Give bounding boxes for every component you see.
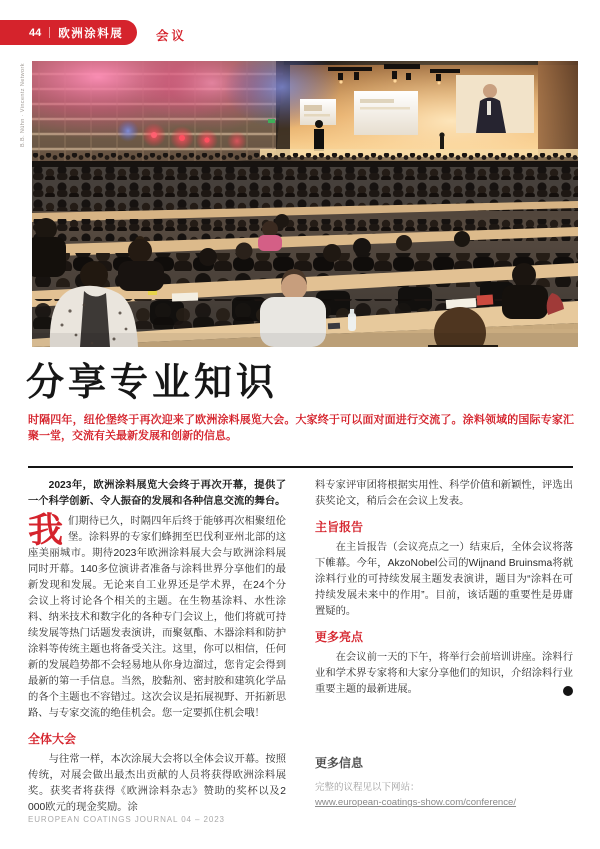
page-tab — [0, 20, 137, 45]
end-of-article-icon: ‹ — [563, 686, 573, 696]
keynote-paragraph: 在主旨报告（会议亮点之一）结束后，全体会议将落下帷幕。今年，AkzoNobel公司的Wijnand Bruinsma将就涂料行业的可持续发展主题发表演讲，题目为“涂料在可持续发展未来中的作用”。目前，该话题的重要性是毋庸置疑的。 — [315, 542, 573, 617]
photo-credit: B.B. Nühn · Vincentz Network — [20, 63, 26, 147]
page-number: 44 — [29, 26, 42, 39]
heading-plenary: 全体大会 — [28, 732, 77, 746]
plenary-paragraph-continued: 料专家评审团将根据实用性、科学价值和新颖性，评选出获奖论文，稍后会在会议上发表。 — [315, 480, 573, 507]
article-columns — [28, 478, 587, 813]
conference-photo — [32, 61, 578, 347]
section-label: 欧洲涂料展 — [58, 27, 124, 40]
opening-text: 们期待已久，时隔四年后终于能够再次相聚纽伦堡。涂料界的专家们蜂拥至巴伐利亚州北部的这座美丽城市。期待2023年欧洲涂料展大会与欧洲涂料展同时开幕。140多位演讲者准备与涂料世界分享他们的最新发现和发展。无论来自工业界还是学术界，在24个分会议上将讨论各个相关的主题。在生物基涂料、水性涂料、纳米技术和数字化的各种专门会议上，他们将就可持续发展等热门话题发表演讲，而聚氨酯、木器涂料和防护涂料等传统主题也将备受关注。这里，你可以相信，任何新的发展趋势都不会轻易地从你身边溜过，您肯定会得到最新的第一手信息。当然，胶黏剂、密封胶和建筑化学品的各个主题也不容错过。这次会议是拓展视野、开拓新思路、与专家交流的绝佳机会。您一定要抓住机会哦！ — [28, 516, 286, 719]
more-info-text: 完整的议程见以下网站： — [315, 782, 420, 793]
more-info-heading: 更多信息 — [315, 756, 364, 770]
conference-photo-illustration — [32, 61, 578, 347]
article-title: 分享专业知识 — [26, 362, 279, 404]
plenary-paragraph-left: 与往常一样，本次涂展大会将以全体会议开幕。按照传统，对展会做出最杰出贡献的人员将获得欧洲涂料展奖。获奖者将获得《欧洲涂料杂志》赞助的奖杯以及2 000欧元的现金奖励。涂 — [28, 754, 286, 813]
more-info-section — [315, 755, 573, 811]
more-info-link[interactable]: www.european-coatings-show.com/conference/ — [315, 797, 517, 808]
category-label: 会议 — [156, 29, 188, 43]
heading-keynote: 主旨报告 — [315, 520, 364, 534]
highlights-text: 在会议前一天的下午，将举行会前培训讲座。涂料行业和学术界专家将和大家分享他们的知识，介绍涂料行业重要主题的最新进展。 — [315, 652, 573, 695]
column-left — [28, 478, 286, 811]
journal-footer: EUROPEAN COATINGS JOURNAL 04 – 2023 — [28, 815, 225, 824]
tab-divider — [49, 27, 50, 38]
drop-cap: 我 — [28, 511, 64, 550]
highlights-paragraph — [315, 650, 587, 698]
column-right — [315, 478, 587, 811]
article-standfirst: 时隔四年，纽伦堡终于再次迎来了欧洲涂料展览大会。大家终于可以面对面进行交流了。涂料领域的国际专家汇聚一堂，交流有关最新发展和创新的信息。 — [28, 414, 574, 442]
opening-paragraph — [28, 511, 286, 722]
heading-highlights: 更多亮点 — [315, 630, 364, 644]
intro-paragraph: 2023年，欧洲涂料展览大会终于再次开幕，提供了一个科学创新、令人振奋的发展和各种信息交流的舞台。 — [28, 480, 286, 507]
divider-rule — [28, 466, 573, 468]
